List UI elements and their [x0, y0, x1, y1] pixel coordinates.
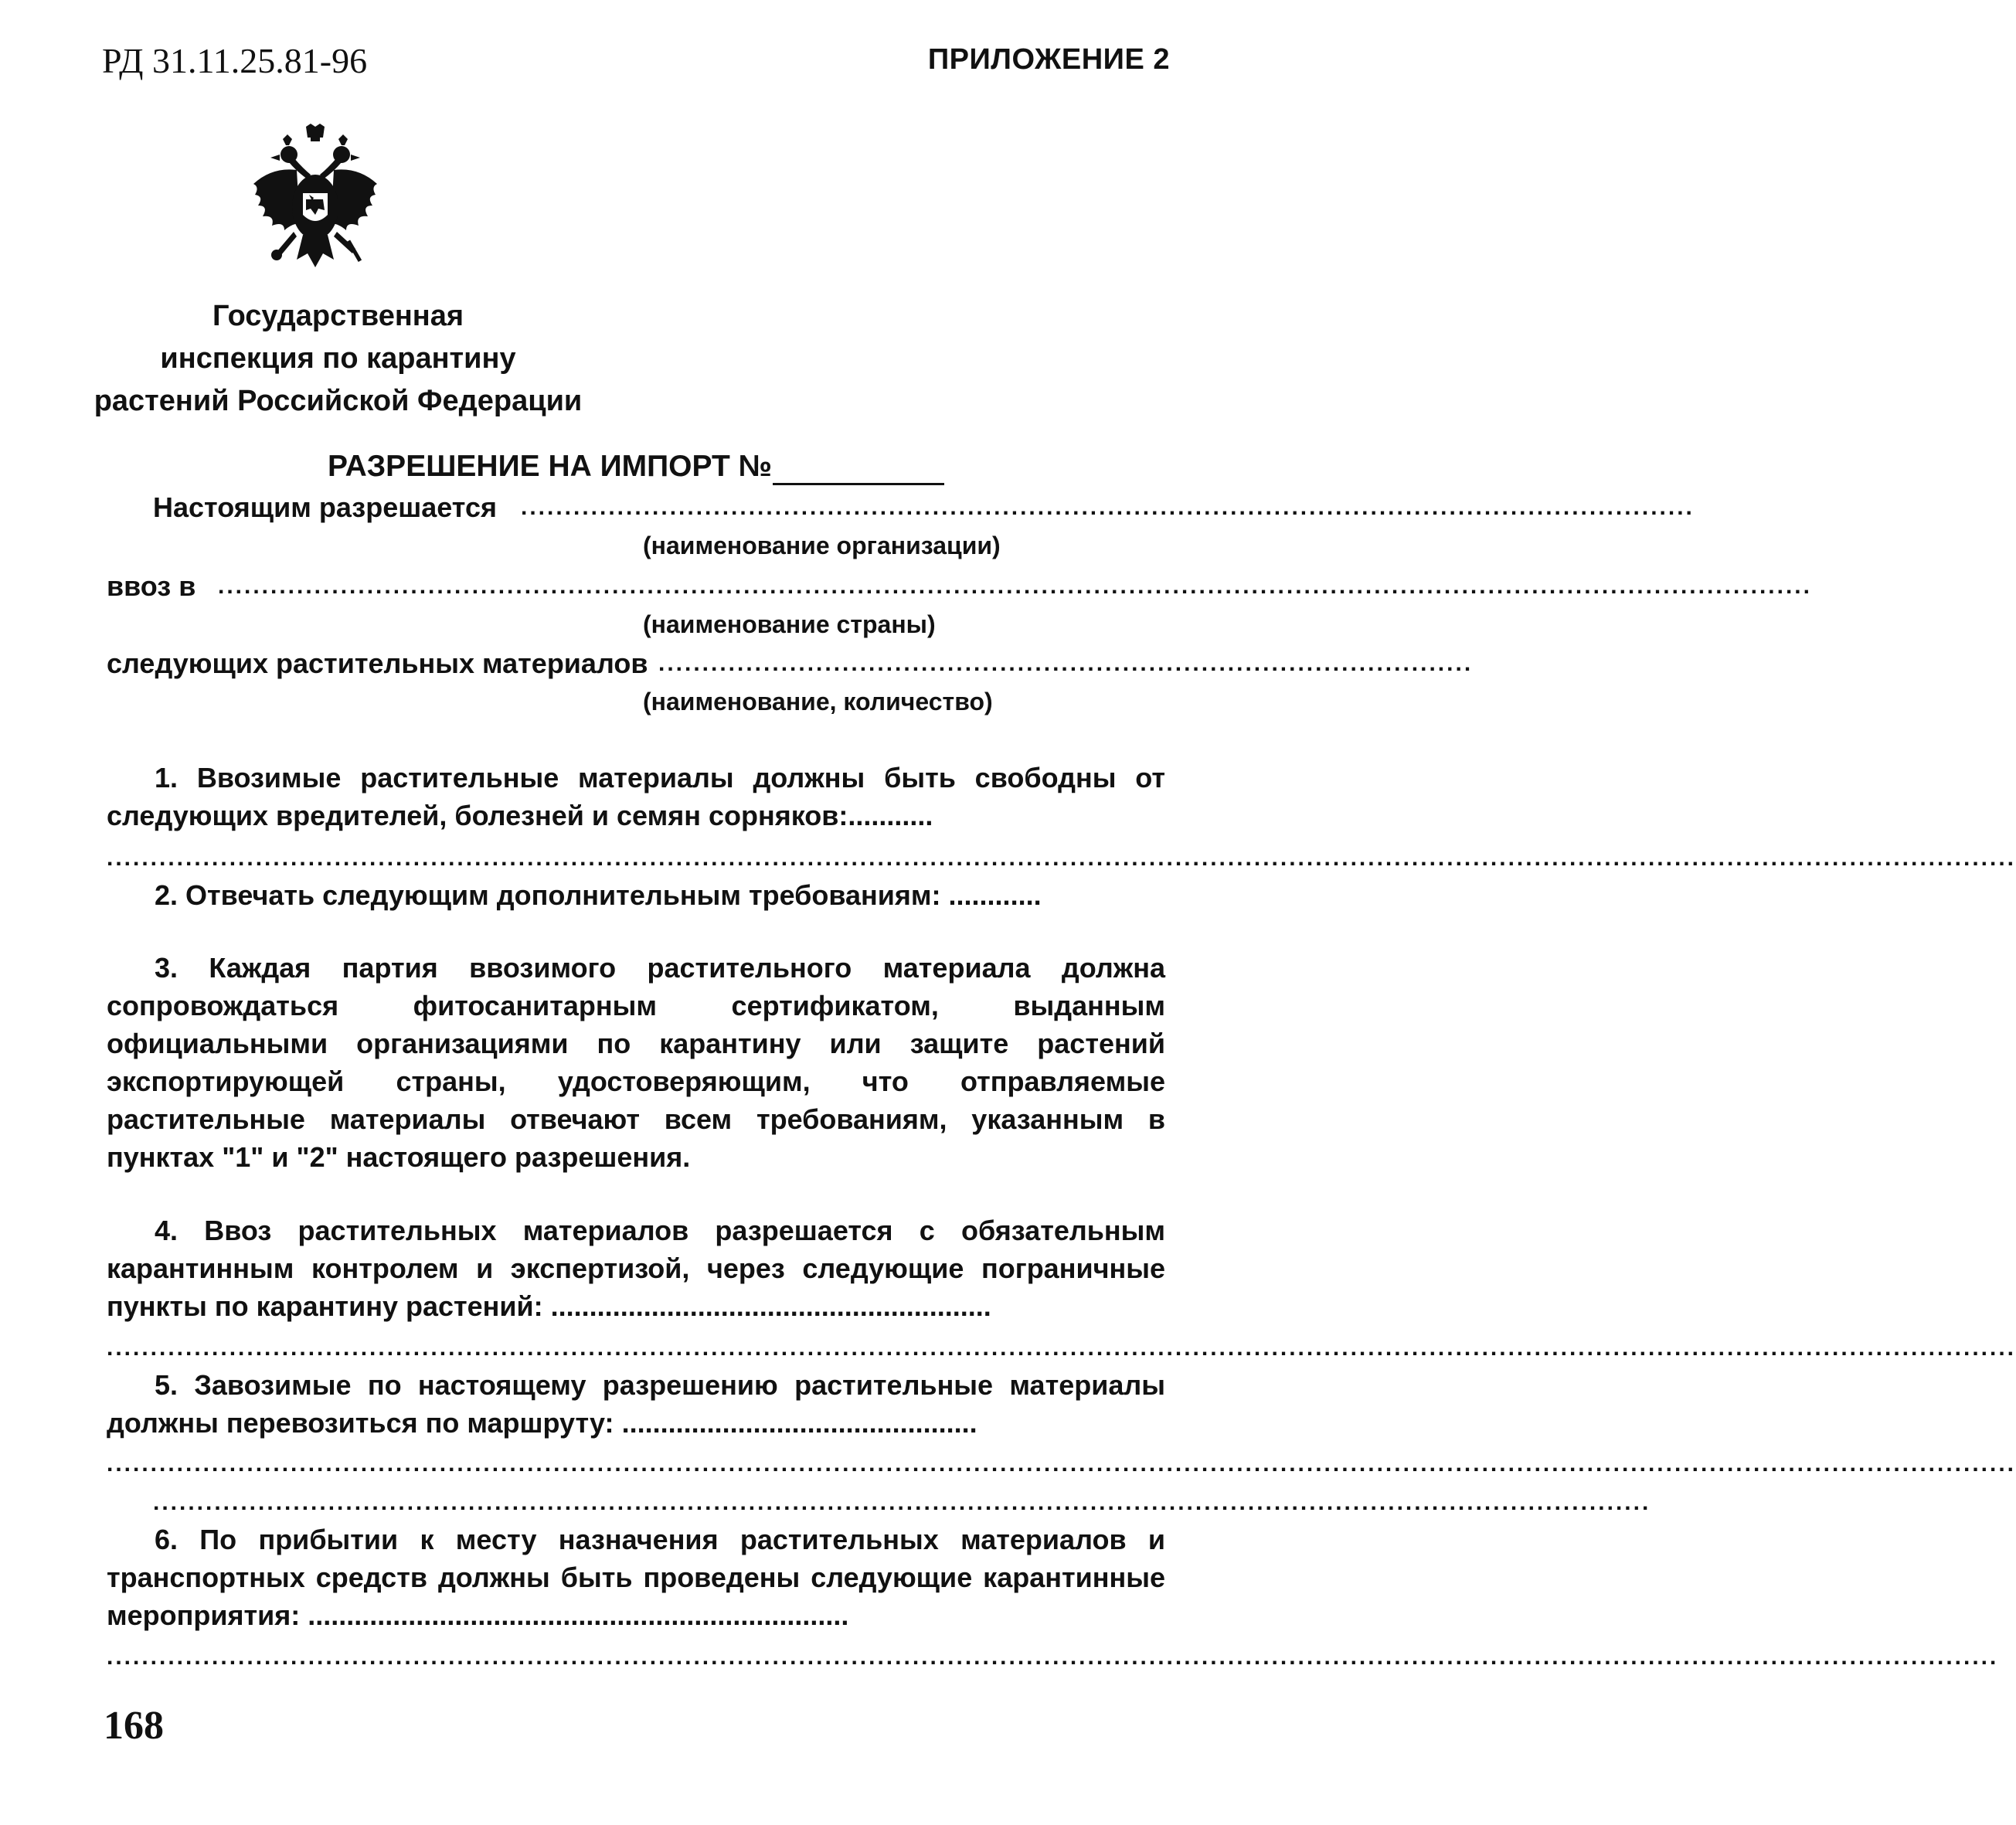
item-2-text: 2. Отвечать следующим дополнительным требованиям: [155, 879, 941, 911]
organization-name-field[interactable]: ...................................................................................................................................... [521, 494, 1695, 520]
document-code: РД 31.11.25.81-96 [102, 41, 368, 80]
item-4-continuation-field[interactable]: .......................................................................................................................................................................................................................... [107, 1335, 2016, 1361]
page-number: 168 [104, 1704, 164, 1748]
item-6-text: 6. По прибытии к месту назначения растительных материалов и транспортных средств должны быть проведены следующие карантинные мероприятия: [107, 1524, 1165, 1631]
country-name-field[interactable]: ...................................................................................................................................................................................... [218, 573, 1812, 599]
materials-field[interactable]: ............................................................................................. [658, 651, 1474, 676]
item-1 [107, 759, 1165, 834]
organization-line-3: растений Российской Федерации [93, 385, 583, 417]
organization-name-hint: (наименование организации) [643, 532, 1001, 559]
allowed-label: Настоящим разрешается [153, 491, 497, 523]
item-1-continuation-field[interactable]: .......................................................................................................................................................................................................................... [107, 845, 2016, 871]
item-3: 3. Каждая партия ввозимого растительного материала должна сопровождаться фитосанитарным сертификатом, выданным официальными организациями по карантину или защите растений экспортирующей страны, удостоверяющим, что отправляемые растительные материалы отвечают всем требованиям, указанным в пунктах "1" и "2" настоящего разрешения. [107, 952, 1165, 1173]
item-2-field[interactable]: ............ [948, 879, 1042, 911]
issuing-organization [93, 295, 583, 423]
item-5-text: 5. Завозимые по настоящему разрешению растительные материалы должны перевозиться по маршруту: [107, 1369, 1165, 1439]
appendix-label: ПРИЛОЖЕНИЕ 2 [927, 43, 1170, 76]
item-5 [107, 1366, 1165, 1442]
item-1-text: 1. Ввозимые растительные материалы должны быть свободны от следующих вредителей, болезней и семян сорняков: [107, 762, 1165, 831]
russian-coat-of-arms-icon [249, 124, 382, 269]
item-6-field[interactable]: ...................................................................... [308, 1599, 849, 1631]
organization-line-2: инспекция по карантину [160, 342, 516, 375]
item-5-field[interactable]: .............................................. [621, 1407, 977, 1439]
item-1-field[interactable]: ........... [848, 800, 933, 831]
item-4-field[interactable]: ......................................................... [550, 1290, 991, 1322]
item-5-continuation-field[interactable]: .......................................................................................................................................................................................................................... [107, 1451, 2016, 1477]
materials-hint: (наименование, количество) [643, 688, 993, 715]
materials-label: следующих растительных материалов [107, 647, 648, 679]
country-name-hint: (наименование страны) [643, 610, 936, 638]
item-4-text: 4. Ввоз растительных материалов разрешается с обязательным карантинным контролем и экспертизой, через следующие пограничные пункты по карантину растений: [107, 1215, 1165, 1322]
item-2 [107, 876, 1165, 914]
item-5-continuation-field-2[interactable]: ........................................................................................................................................................................... [153, 1490, 1651, 1515]
item-6 [107, 1521, 1165, 1634]
permit-number-field[interactable] [773, 483, 944, 485]
permit-title: РАЗРЕШЕНИЕ НА ИМПОРТ № [328, 450, 773, 483]
organization-line-1: Государственная [212, 300, 464, 332]
item-6-continuation-field[interactable]: ........................................................................................................................................................................................................................ [107, 1644, 1999, 1670]
import-label: ввоз в [107, 570, 196, 602]
item-4 [107, 1212, 1165, 1325]
